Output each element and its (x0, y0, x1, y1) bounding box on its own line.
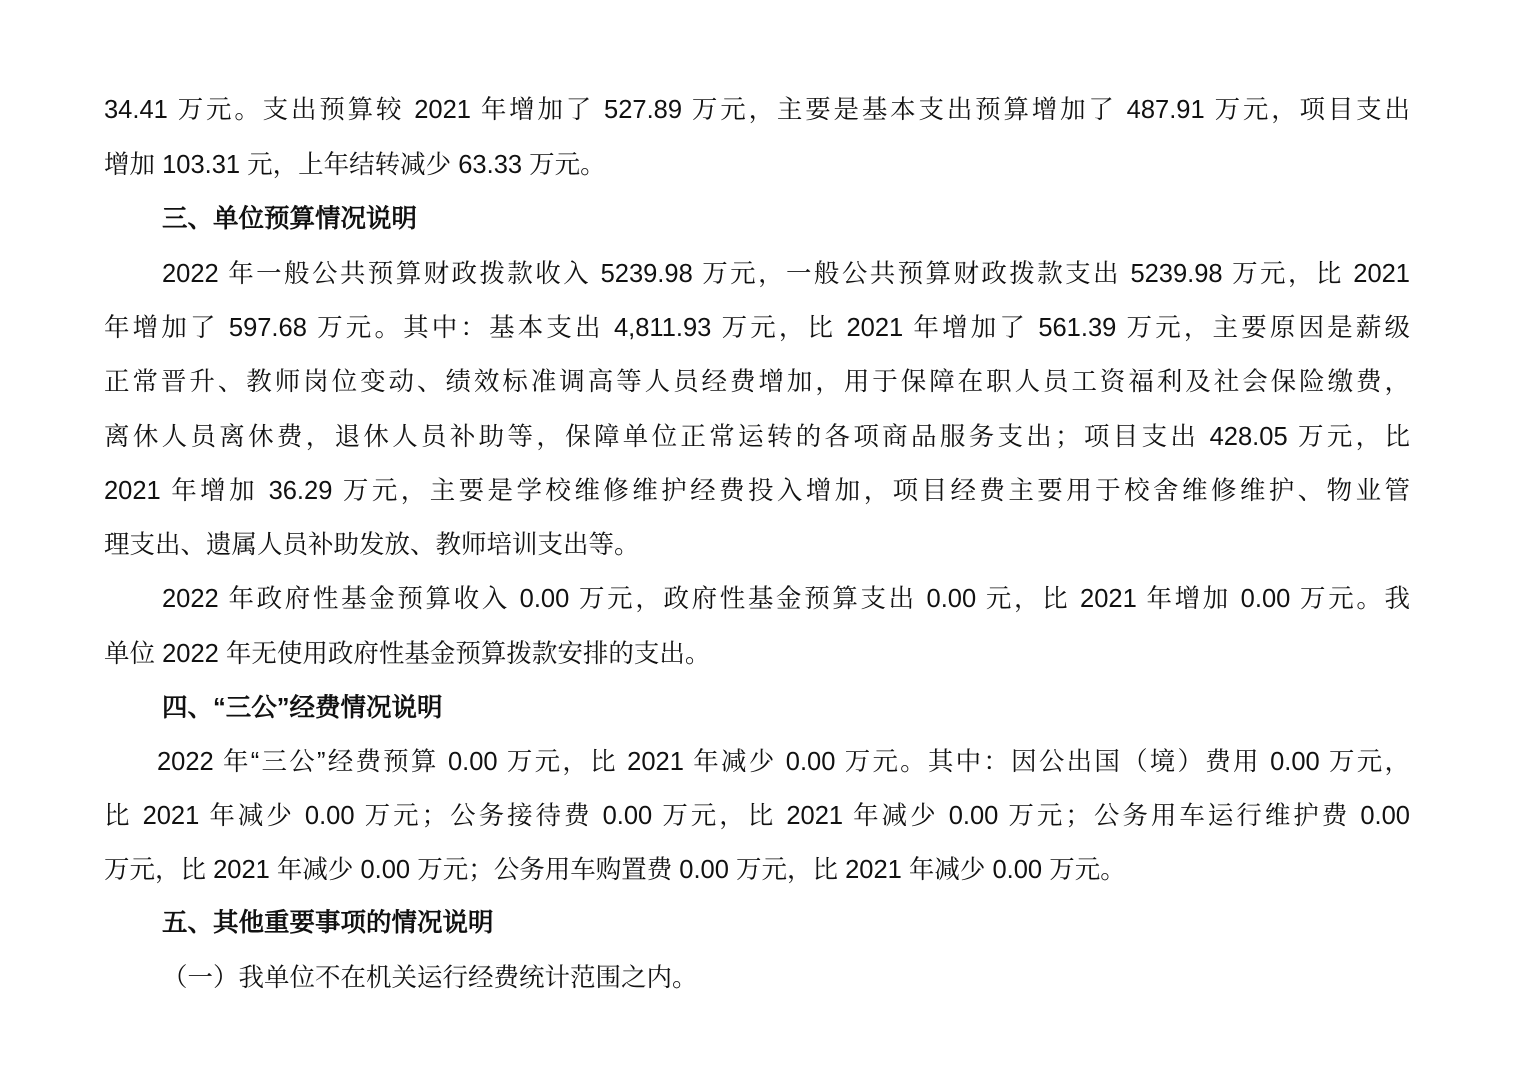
section-heading: 三、单位预算情况说明 (162, 205, 418, 233)
paragraph-line: 2022 年一般公共预算财政拨款收入 5239.98 万元，一般公共预算财政拨款支出 5239.98 万元，比 2021 (162, 260, 1410, 288)
paragraph-line: 万元，比 2021 年减少 0.00 万元；公务用车购置费 0.00 万元，比 2021 年减少 0.00 万元。 (104, 856, 1126, 884)
section-heading: 四、“三公”经费情况说明 (162, 694, 443, 722)
paragraph-line: 单位 2022 年无使用政府性基金预算拨款安排的支出。 (104, 640, 711, 668)
paragraph-line: 2022 年政府性基金预算收入 0.00 万元，政府性基金预算支出 0.00 元，比 2021 年增加 0.00 万元。我 (162, 585, 1410, 613)
paragraph-line: 2021 年增加 36.29 万元，主要是学校维修维护经费投入增加，项目经费主要用于校舍维修维护、物业管 (104, 477, 1410, 505)
section-heading: 五、其他重要事项的情况说明 (162, 909, 494, 937)
paragraph-line: 34.41 万元。支出预算较 2021 年增加了 527.89 万元，主要是基本支出预算增加了 487.91 万元，项目支出 (104, 96, 1410, 124)
paragraph-line: 2022 年“三公”经费预算 0.00 万元，比 2021 年减少 0.00 万元。其中：因公出国（境）费用 0.00 万元， (157, 748, 1410, 776)
paragraph-line: （一）我单位不在机关运行经费统计范围之内。 (162, 964, 698, 992)
paragraph-line: 年增加了 597.68 万元。其中：基本支出 4,811.93 万元，比 2021 年增加了 561.39 万元，主要原因是薪级 (104, 314, 1410, 342)
paragraph-line: 正常晋升、教师岗位变动、绩效标准调高等人员经费增加，用于保障在职人员工资福利及社会保险缴费， (104, 368, 1410, 396)
paragraph-line: 理支出、遗属人员补助发放、教师培训支出等。 (104, 531, 640, 559)
paragraph-line: 增加 103.31 元，上年结转减少 63.33 万元。 (104, 151, 606, 179)
paragraph-line: 离休人员离休费，退休人员补助等，保障单位正常运转的各项商品服务支出；项目支出 428.05 万元，比 (104, 423, 1410, 451)
paragraph-line: 比 2021 年减少 0.00 万元；公务接待费 0.00 万元，比 2021 年减少 0.00 万元；公务用车运行维护费 0.00 (104, 802, 1410, 830)
